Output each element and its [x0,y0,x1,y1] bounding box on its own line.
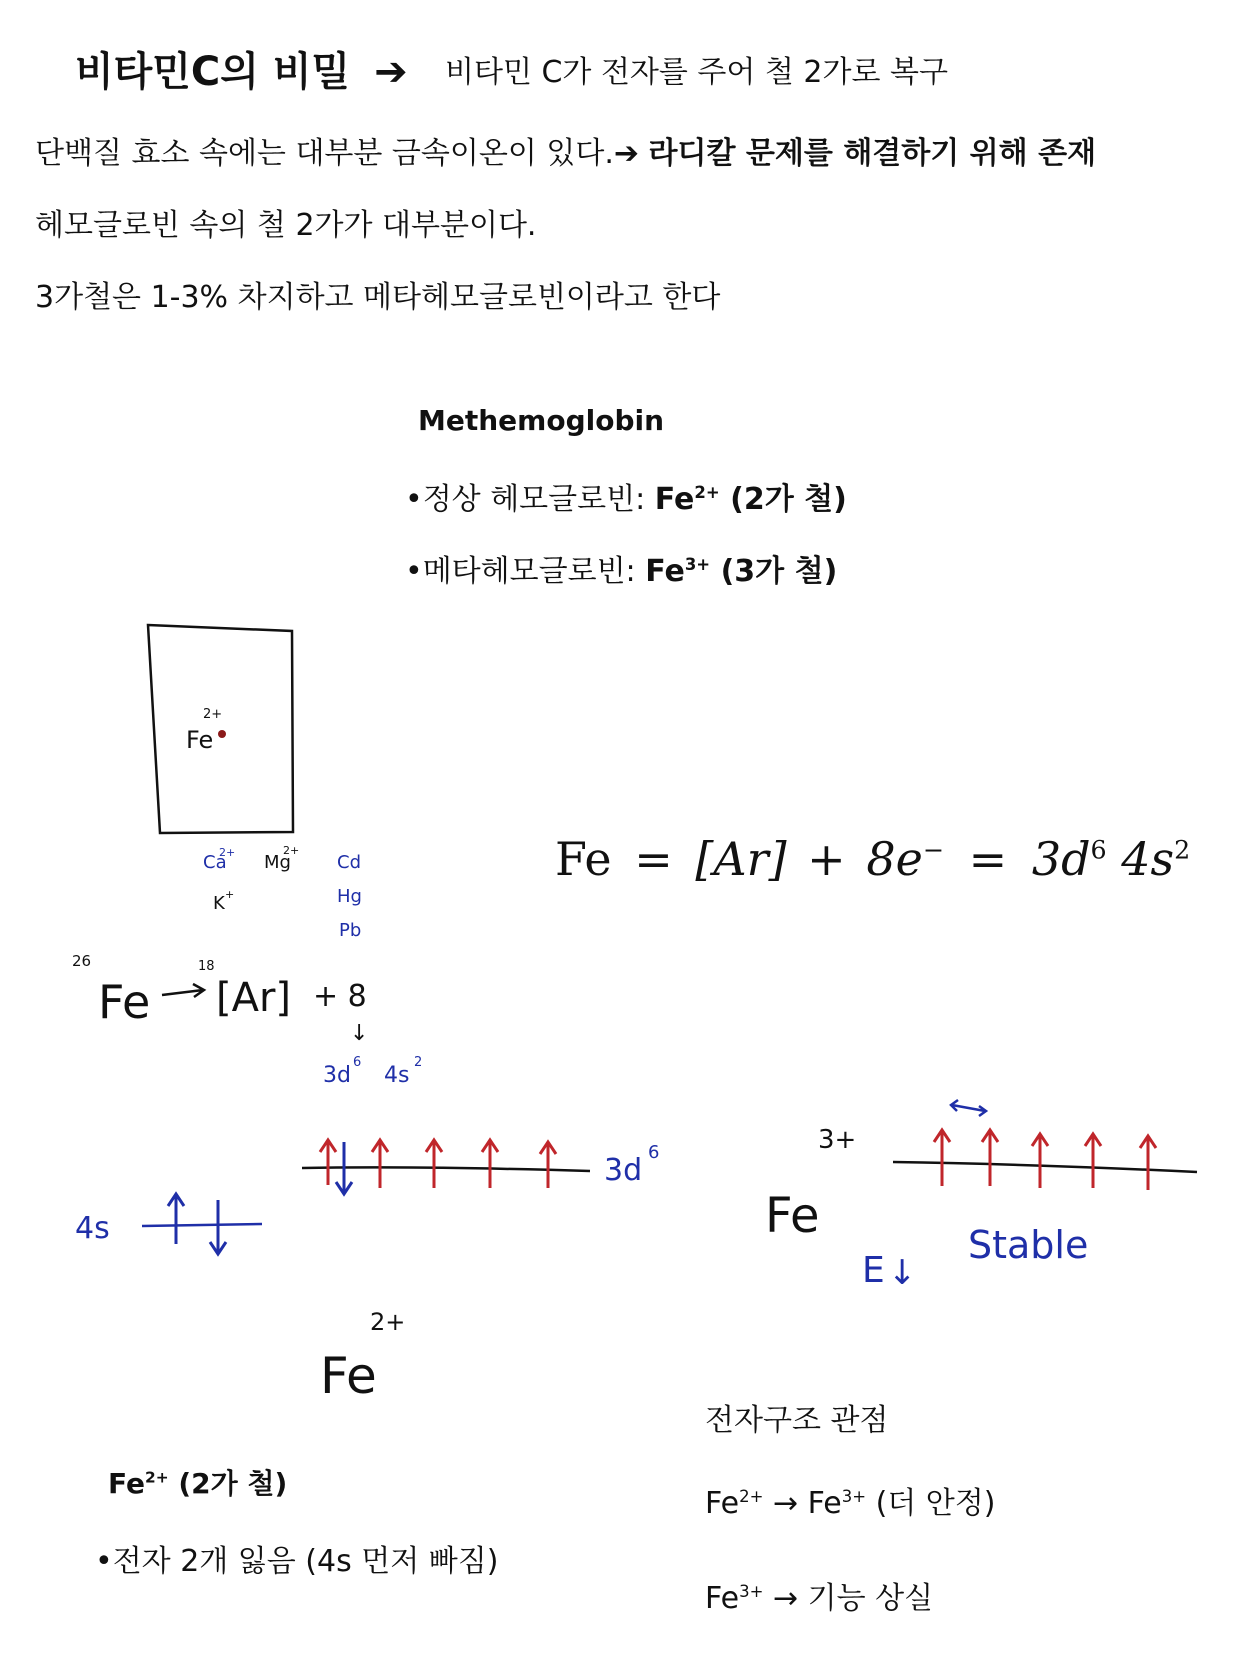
electron-structure-line-2 [705,1573,933,1617]
ion-ca: Ca [203,852,227,873]
ion-ca-charge: 2+ [219,846,236,859]
title-text: 비타민C의 비밀 [75,49,351,95]
electron-structure-heading: 전자구조 관점 [705,1403,889,1438]
fe-charge: 3+ [684,555,711,574]
item-label: •메타헤모글로빈: [405,554,646,589]
eq-equals-1: = [634,832,673,886]
ar-atomic-number: 18 [198,959,215,974]
electron-up-arrow [1140,1136,1156,1190]
item-note: (3가 철) [710,554,838,589]
electron-up-arrow [426,1140,442,1188]
ion-mg: Mg [264,852,291,873]
eq-equals-2: = [968,832,1008,886]
fe2-element: Fe [320,1347,377,1405]
fe2-heading [108,1462,287,1502]
config-3d: 3d [323,1063,351,1088]
intro-line-3: 3가철은 1-3% 차지하고 메타헤모글로빈이라고 한다 [35,280,721,315]
ion-cd: Cd [337,852,361,873]
config-3d-exp: 6 [353,1055,362,1070]
intro-line-1-text: 단백질 효소 속에는 대부분 금속이온이 있다. [35,136,614,171]
eq-electrons: 8e [866,832,923,886]
eq-4s: 4s [1121,832,1175,886]
orbital-3d-fe3-line [893,1162,1197,1172]
from-fe: Fe [705,1486,740,1521]
fe-element: Fe [98,975,151,1029]
electron-up-arrow [320,1140,336,1185]
electron-structure-line-1 [705,1478,995,1522]
intro-line-2: 헤모글로빈 속의 철 2가가 대부분이다. [35,208,537,243]
to-fe: Fe [807,1486,842,1521]
fe-charge: 2+ [694,483,720,502]
fe3-element: Fe [765,1188,820,1244]
electron-up-arrow [540,1142,556,1188]
eq-4s-exp: 2 [1174,835,1191,865]
fe2-bullet: •전자 2개 잃음 (4s 먼저 빠짐) [95,1544,499,1579]
orbital-4s-line [142,1224,262,1226]
energy-label: E [862,1250,885,1291]
reaction-arrow [162,984,204,997]
label-3d: 3d [604,1153,643,1188]
ion-k: K [213,893,225,914]
from-charge: 2+ [739,1487,764,1506]
item-label: •정상 헤모글로빈: [405,482,655,517]
from-charge: 3+ [739,1582,764,1601]
config-4s-exp: 2 [414,1055,423,1070]
from-fe: Fe [705,1581,740,1616]
ion-k-charge: + [225,888,235,901]
arrow-icon: → [763,1486,808,1521]
intro-arrow-icon: ➔ [613,136,639,171]
down-arrow-icon: ↓ [350,1021,369,1046]
eq-3d: 3d [1031,832,1091,886]
electron-up-arrow [982,1130,998,1186]
box-ion-label: Fe [186,726,214,754]
box-ion-charge: 2+ [203,707,223,722]
ion-hg: Hg [337,886,362,907]
page-subtitle: 비타민 C가 전자를 주어 철 2가로 복구 [445,55,948,90]
energy-down-arrow-icon: ↓ [888,1253,917,1293]
line-note: 기능 상실 [807,1581,934,1616]
fe-symbol: Fe [654,482,695,517]
intro-line-1-bold: 라디칼 문제를 해결하기 위해 존재 [648,136,1097,171]
protein-box [148,625,293,833]
electron-up-arrow [1085,1134,1101,1188]
ion-mg-charge: 2+ [283,844,300,857]
methemoglobin-title: Methemoglobin [418,404,665,437]
iron-dot [218,730,226,738]
ion-pb: Pb [339,920,362,941]
ar-core: [Ar] [216,975,292,1021]
fe-note: (2가 철) [168,1467,288,1500]
fe-symbol: Fe [108,1467,145,1500]
config-4s: 4s [384,1063,410,1088]
eq-electron-charge: − [922,835,945,865]
plus-eight: + 8 [313,979,367,1014]
fe2-charge: 2+ [370,1308,406,1336]
electron-up-arrow [168,1194,184,1244]
electron-up-arrow [482,1140,498,1188]
fe-charge: 2+ [144,1468,169,1487]
eq-3d-exp: 6 [1090,835,1107,865]
fe-atomic-number: 26 [72,952,92,970]
spacing-double-arrow-icon [951,1100,986,1116]
label-4s: 4s [75,1211,110,1246]
electron-up-arrow [1032,1134,1048,1188]
stable-label: Stable [968,1223,1089,1267]
eq-plus: + [807,832,846,886]
electron-down-arrow [210,1200,226,1254]
title-arrow-icon: ➔ [374,49,408,95]
fe-symbol: Fe [645,554,685,589]
electron-up-arrow [934,1130,950,1186]
to-charge: 3+ [841,1487,867,1506]
line-note: (더 안정) [866,1486,996,1521]
arrow-icon: → [763,1581,808,1616]
eq-fe: Fe [555,832,612,886]
fe3-charge: 3+ [818,1125,857,1155]
item-note: (2가 철) [719,482,847,517]
label-3d-exp: 6 [648,1142,660,1163]
eq-ar: [Ar] [695,832,787,886]
electron-up-arrow [372,1140,388,1188]
